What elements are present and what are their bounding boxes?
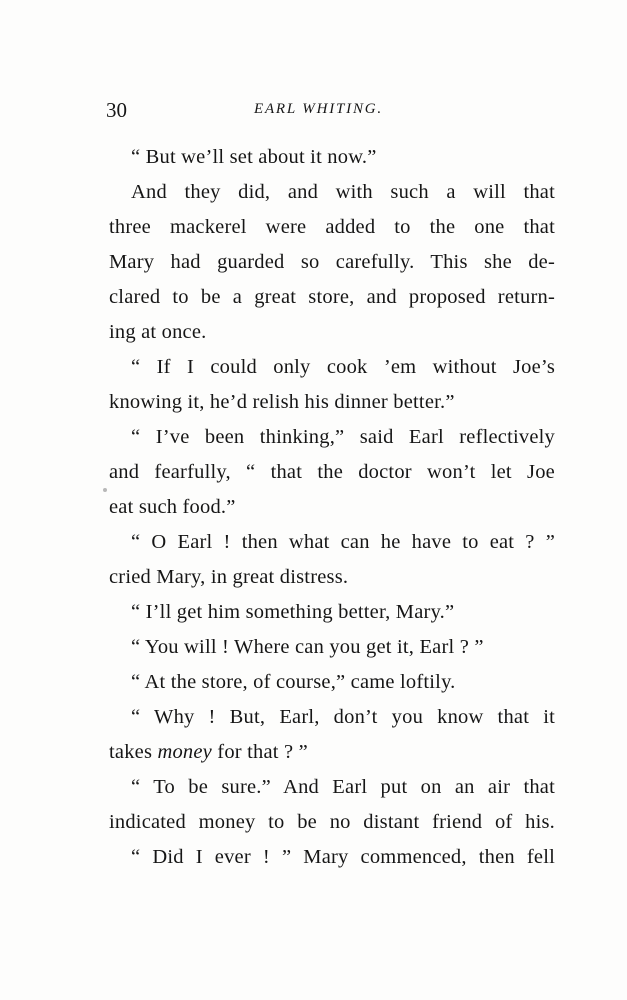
text-fragment: for that ? ” xyxy=(211,741,308,763)
text-line: “ Why ! But, Earl, don’t you know that it xyxy=(131,706,555,728)
text-line: “ I’ll get him something better, Mary.” xyxy=(131,601,455,623)
emphasized-word: money xyxy=(157,741,212,763)
body-text xyxy=(109,140,555,875)
text-line: “ O Earl ! then what can he have to eat ? ” xyxy=(131,531,555,553)
text-fragment: takes xyxy=(109,741,158,763)
text-line: “ I’ve been thinking,” said Earl reflectively xyxy=(131,426,555,448)
page-number: 30 xyxy=(106,98,127,122)
text-line: “ But we’ll set about it now.” xyxy=(131,146,377,168)
text-line: cried Mary, in great distress. xyxy=(109,566,349,588)
running-title: EARL WHITING. xyxy=(254,101,383,117)
text-line: “ At the store, of course,” came loftily. xyxy=(131,671,456,693)
text-line: Mary had guarded so carefully. This she de- xyxy=(109,251,555,273)
text-line: clared to be a great store, and proposed return- xyxy=(109,286,555,308)
running-head xyxy=(106,98,554,124)
text-line xyxy=(109,735,555,770)
text-line: indicated money to be no distant friend of his. xyxy=(109,811,555,833)
text-line: “ You will ! Where can you get it, Earl ? ” xyxy=(131,636,484,658)
text-line: knowing it, he’d relish his dinner better.” xyxy=(109,391,455,413)
text-line: ing at once. xyxy=(109,321,207,343)
text-line: and fearfully, “ that the doctor won’t let Joe xyxy=(109,461,555,483)
text-line: And they did, and with such a will that xyxy=(131,181,555,203)
text-line: “ Did I ever ! ” Mary commenced, then fell xyxy=(131,846,555,868)
ink-speck xyxy=(103,488,107,492)
text-line: eat such food.” xyxy=(109,496,236,518)
text-line: three mackerel were added to the one that xyxy=(109,216,555,238)
text-line: “ If I could only cook ’em without Joe’s xyxy=(131,356,555,378)
text-line: “ To be sure.” And Earl put on an air that xyxy=(131,776,555,798)
